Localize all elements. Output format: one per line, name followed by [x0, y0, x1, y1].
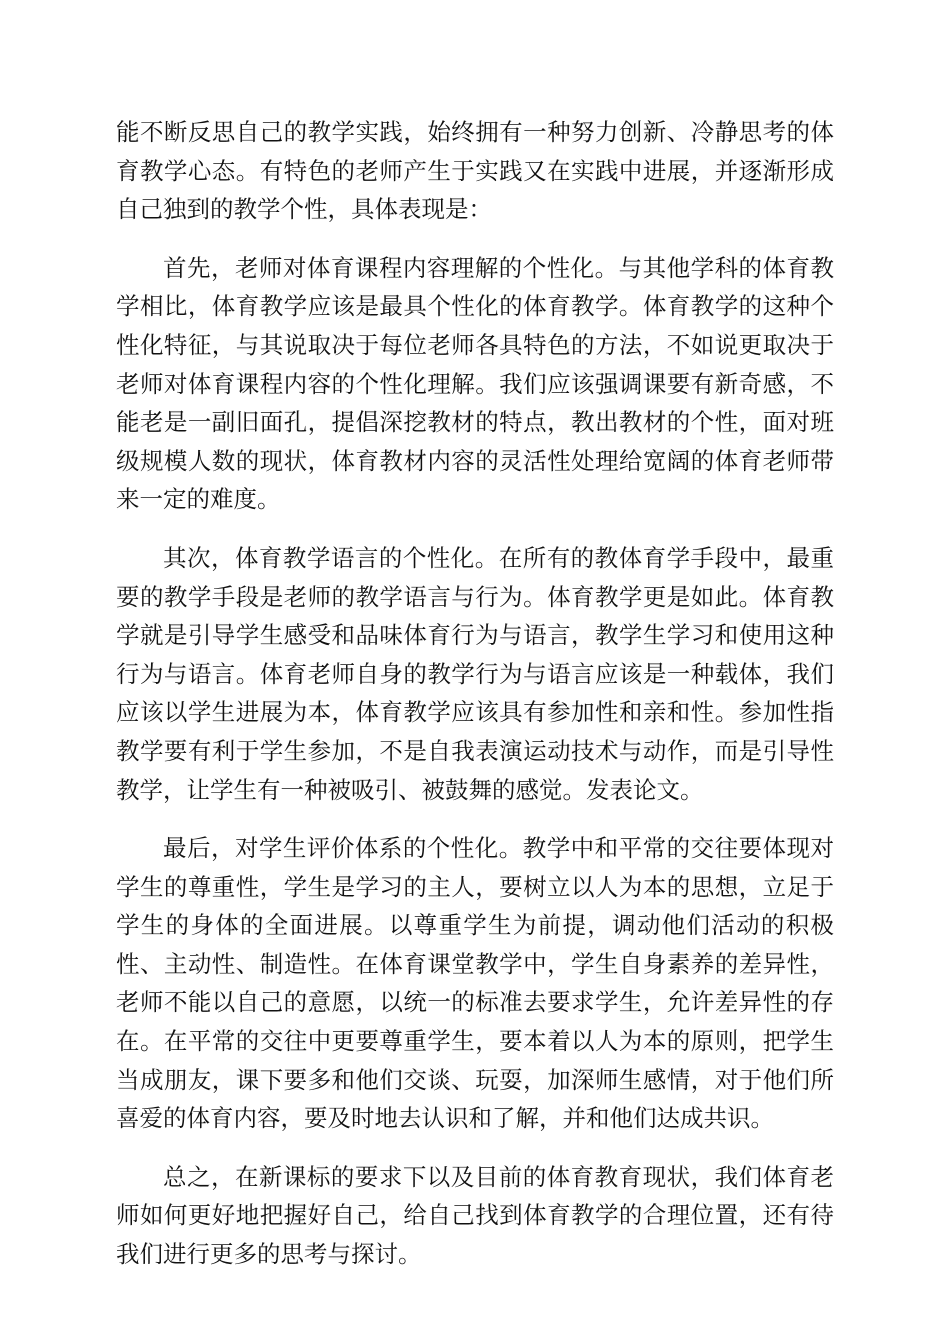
- paragraph-course-content: 首先，老师对体育课程内容理解的个性化。与其他学科的体育教学相比，体育教学应该是最具个性化的体育教学。体育教学的这种个性化特征，与其说取决于每位老师各具特色的方法，不如说更取决于老师对体育课程内容的个性化理解。我们应该强调课要有新奇感，不能老是一副旧面孔，提倡深挖教材的特点，教出教材的个性，面对班级规模人数的现状，体育教材内容的灵活性处理给宽阔的体育老师带来一定的难度。: [116, 253, 834, 514]
- paragraph-teaching-language: 其次，体育教学语言的个性化。在所有的教体育学手段中，最重要的教学手段是老师的教学语言与行为。体育教学更是如此。体育教学就是引导学生感受和品味体育行为与语言，教学生学习和使用这种行为与语言。体育老师自身的教学行为与语言应该是一种载体，我们应该以学生进展为本，体育教学应该具有参加性和亲和性。参加性指教学要有利于学生参加，不是自我表演运动技术与动作，而是引导性教学，让学生有一种被吸引、被鼓舞的感觉。发表论文。: [116, 543, 834, 804]
- paragraph-conclusion: 总之，在新课标的要求下以及目前的体育教育现状，我们体育老师如何更好地把握好自己，给自己找到体育教学的合理位置，还有待我们进行更多的思考与探讨。: [116, 1162, 834, 1269]
- document-body: [116, 113, 834, 1274]
- paragraph-evaluation-system: 最后，对学生评价体系的个性化。教学中和平常的交往要体现对学生的尊重性，学生是学习的主人，要树立以人为本的思想，立足于学生的身体的全面进展。以尊重学生为前提，调动他们活动的积极性、主动性、制造性。在体育课堂教学中，学生自身素养的差异性，老师不能以自己的意愿，以统一的标准去要求学生，允许差异性的存在。在平常的交往中更要尊重学生，要本着以人为本的原则，把学生当成朋友，课下要多和他们交谈、玩耍，加深师生感情，对于他们所喜爱的体育内容，要及时地去认识和了解，并和他们达成共识。: [116, 834, 834, 1133]
- paragraph-continuation: 能不断反思自己的教学实践，始终拥有一种努力创新、冷静思考的体育教学心态。有特色的老师产生于实践又在实践中进展，并逐渐形成自己独到的教学个性，具体表现是：: [116, 118, 834, 224]
